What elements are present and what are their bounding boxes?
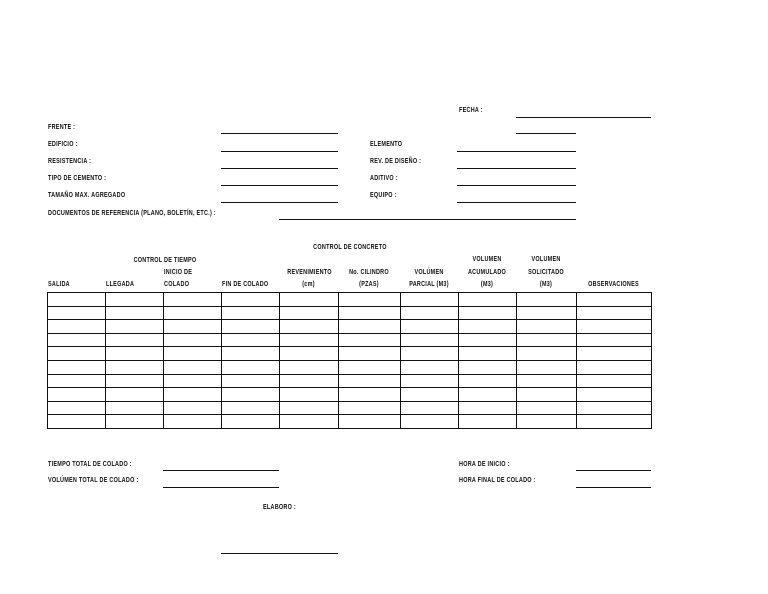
table-cell[interactable] [517, 306, 577, 320]
table-cell[interactable] [222, 293, 280, 307]
frente-field[interactable] [221, 133, 338, 134]
equipo-label: EQUIPO : [370, 190, 397, 199]
table-cell[interactable] [339, 306, 401, 320]
table-row [48, 306, 652, 320]
table-cell[interactable] [280, 320, 339, 334]
table-cell[interactable] [48, 293, 106, 307]
column-header-8 [524, 253, 567, 291]
fecha-field[interactable] [516, 117, 651, 118]
table-cell[interactable] [401, 374, 459, 388]
column-header-line: No. CILINDRO [349, 266, 389, 276]
table-cell[interactable] [577, 374, 652, 388]
column-header-line: (M3) [539, 279, 553, 288]
column-header-line: LLEGADA [106, 279, 135, 288]
column-header-line: SOLICITADO [528, 266, 564, 276]
table-cell[interactable] [222, 360, 280, 374]
hora-inicio-field[interactable] [576, 470, 651, 471]
table-cell[interactable] [339, 401, 401, 415]
elemento-label: ELEMENTO [370, 139, 403, 148]
tipo-cemento-field[interactable] [221, 185, 338, 186]
hora-final-label: HORA FINAL DE COLADO : [459, 475, 536, 484]
table-cell[interactable] [280, 306, 339, 320]
column-header-line [347, 253, 392, 266]
table-cell[interactable] [339, 388, 401, 402]
table-cell[interactable] [401, 415, 459, 429]
column-header-line: OBSERVACIONES [588, 279, 639, 288]
table-cell[interactable] [106, 333, 164, 347]
table-cell[interactable] [339, 347, 401, 361]
table-cell[interactable] [222, 374, 280, 388]
elaboro-signature-field[interactable] [221, 553, 338, 554]
column-header-line: VOLÚMEN [414, 266, 444, 276]
table-cell[interactable] [222, 333, 280, 347]
elaboro-label: ELABORO : [263, 502, 296, 511]
equipo-field[interactable] [457, 202, 576, 203]
table-cell[interactable] [339, 415, 401, 429]
hora-inicio-label: HORA DE INICIO : [459, 459, 510, 468]
table-cell[interactable] [164, 320, 222, 334]
table-row [48, 388, 652, 402]
column-header-line: VOLUMEN [531, 254, 561, 263]
column-header-line [48, 266, 90, 279]
column-header-line: (PZAS) [359, 279, 379, 288]
table-cell[interactable] [459, 374, 517, 388]
table-cell[interactable] [164, 401, 222, 415]
table-cell[interactable] [106, 320, 164, 334]
table-cell[interactable] [106, 415, 164, 429]
table-cell[interactable] [459, 320, 517, 334]
table-cell[interactable] [339, 320, 401, 334]
table-cell[interactable] [401, 388, 459, 402]
table-cell[interactable] [280, 401, 339, 415]
table-cell[interactable] [48, 360, 106, 374]
tiempo-total-label: TIEMPO TOTAL DE COLADO : [48, 459, 132, 468]
documentos-label: DOCUMENTOS DE REFERENCIA (PLANO, BOLETÍN, ETC.) : [48, 208, 216, 217]
frente-label: FRENTE : [48, 122, 76, 131]
table-cell[interactable] [164, 306, 222, 320]
column-header-line: INICIO DE [164, 266, 193, 276]
table-cell[interactable] [401, 401, 459, 415]
column-header-2 [164, 253, 206, 291]
table-cell[interactable] [577, 333, 652, 347]
column-header-4 [287, 253, 332, 291]
table-cell[interactable] [222, 347, 280, 361]
table-row [48, 333, 652, 347]
table-row [48, 360, 652, 374]
table-row [48, 401, 652, 415]
hora-final-field[interactable] [576, 487, 651, 488]
table-cell[interactable] [222, 415, 280, 429]
table-cell[interactable] [517, 360, 577, 374]
table-cell[interactable] [48, 333, 106, 347]
documentos-field[interactable] [279, 219, 576, 220]
column-header-1 [106, 253, 148, 291]
column-header-line [287, 253, 329, 266]
rev-diseno-field[interactable] [457, 168, 576, 169]
table-cell[interactable] [164, 388, 222, 402]
table-cell[interactable] [517, 415, 577, 429]
table-row [48, 374, 652, 388]
table-cell[interactable] [48, 347, 106, 361]
table-cell[interactable] [106, 401, 164, 415]
table-cell[interactable] [577, 401, 652, 415]
table-row [48, 347, 652, 361]
edificio-field[interactable] [221, 151, 338, 152]
column-header-3 [222, 253, 269, 291]
table-cell[interactable] [280, 388, 339, 402]
table-cell[interactable] [106, 374, 164, 388]
tamano-agregado-label: TAMAÑO MAX. AGREGADO [48, 190, 126, 199]
column-header-line [222, 253, 264, 266]
table-cell[interactable] [280, 333, 339, 347]
table-cell[interactable] [106, 293, 164, 307]
table-cell[interactable] [222, 320, 280, 334]
column-header-line [408, 253, 450, 266]
column-header-line: FIN DE COLADO [222, 279, 269, 288]
table-cell[interactable] [339, 374, 401, 388]
table-cell[interactable] [48, 401, 106, 415]
table-cell[interactable] [339, 293, 401, 307]
table-cell[interactable] [48, 320, 106, 334]
table-cell[interactable] [280, 293, 339, 307]
table-cell[interactable] [401, 360, 459, 374]
table-cell[interactable] [577, 306, 652, 320]
table-cell[interactable] [517, 293, 577, 307]
rev-diseno-label: REV. DE DISEÑO : [370, 156, 422, 165]
fecha-label: FECHA : [459, 105, 483, 114]
table-cell[interactable] [517, 320, 577, 334]
table-cell[interactable] [459, 360, 517, 374]
table-cell[interactable] [459, 333, 517, 347]
table-cell[interactable] [106, 388, 164, 402]
table-cell[interactable] [401, 306, 459, 320]
table-cell[interactable] [106, 360, 164, 374]
table-cell[interactable] [517, 333, 577, 347]
table-cell[interactable] [164, 360, 222, 374]
table-cell[interactable] [577, 320, 652, 334]
table-cell[interactable] [48, 306, 106, 320]
aditivo-label: ADITIVO : [370, 173, 398, 182]
column-header-line: SALIDA [48, 279, 70, 288]
table-row [48, 320, 652, 334]
volumen-total-field[interactable] [163, 487, 279, 488]
control-tiempo-title: CONTROL DE TIEMPO [133, 255, 197, 264]
table-cell[interactable] [48, 374, 106, 388]
table-cell[interactable] [401, 333, 459, 347]
table-cell[interactable] [164, 374, 222, 388]
column-header-line: REVENIMIENTO [287, 266, 332, 276]
table-cell[interactable] [339, 360, 401, 374]
table-cell[interactable] [164, 293, 222, 307]
column-header-line [587, 266, 641, 279]
table-cell[interactable] [280, 415, 339, 429]
table-cell[interactable] [164, 347, 222, 361]
column-header-line [164, 253, 206, 266]
control-concreto-title: CONTROL DE CONCRETO [313, 242, 387, 251]
table-cell[interactable] [577, 347, 652, 361]
table-cell[interactable] [401, 293, 459, 307]
table-cell[interactable] [577, 388, 652, 402]
aditivo-field[interactable] [457, 185, 576, 186]
table-cell[interactable] [517, 401, 577, 415]
resistencia-label: RESISTENCIA : [48, 156, 92, 165]
table-cell[interactable] [280, 360, 339, 374]
column-header-0 [48, 253, 90, 291]
table-cell[interactable] [48, 415, 106, 429]
table-cell[interactable] [164, 333, 222, 347]
column-header-line: PARCIAL (M3) [409, 279, 449, 288]
table-cell[interactable] [280, 374, 339, 388]
table-cell[interactable] [339, 333, 401, 347]
table-cell[interactable] [459, 415, 517, 429]
column-header-line [222, 266, 264, 279]
table-cell[interactable] [106, 306, 164, 320]
frente-field-right[interactable] [516, 133, 576, 134]
table-cell[interactable] [106, 347, 164, 361]
table-cell[interactable] [459, 388, 517, 402]
table-cell[interactable] [459, 347, 517, 361]
column-header-line [106, 266, 148, 279]
column-header-line [587, 253, 641, 266]
column-header-line: VOLUMEN [472, 254, 502, 263]
resistencia-field[interactable] [221, 168, 338, 169]
table-cell[interactable] [401, 347, 459, 361]
tipo-cemento-label: TIPO DE CEMENTO : [48, 173, 107, 182]
table-cell[interactable] [222, 306, 280, 320]
table-cell[interactable] [459, 293, 517, 307]
table-cell[interactable] [459, 306, 517, 320]
table-cell[interactable] [48, 388, 106, 402]
table-cell[interactable] [164, 415, 222, 429]
column-header-5 [347, 253, 392, 291]
table-cell[interactable] [401, 320, 459, 334]
table-cell[interactable] [459, 401, 517, 415]
table-cell[interactable] [517, 374, 577, 388]
column-header-9 [587, 253, 641, 291]
table-cell[interactable] [517, 388, 577, 402]
table-cell[interactable] [222, 388, 280, 402]
column-header-line: (M3) [480, 279, 494, 288]
table-cell[interactable] [577, 360, 652, 374]
column-header-line: (cm) [302, 279, 315, 288]
concrete-control-table [47, 292, 652, 429]
column-header-line: ACUMULADO [467, 266, 507, 276]
table-cell[interactable] [280, 347, 339, 361]
table-cell[interactable] [577, 293, 652, 307]
tamano-agregado-field[interactable] [221, 202, 338, 203]
column-header-line: COLADO [164, 279, 190, 288]
elemento-field[interactable] [457, 151, 576, 152]
table-cell[interactable] [517, 347, 577, 361]
table-row [48, 293, 652, 307]
column-header-line [48, 253, 90, 266]
table-cell[interactable] [222, 401, 280, 415]
column-header-7 [466, 253, 508, 291]
edificio-label: EDIFICIO : [48, 139, 78, 148]
column-header-6 [408, 253, 450, 291]
table-row [48, 415, 652, 429]
column-header-line [106, 253, 148, 266]
tiempo-total-field[interactable] [163, 470, 279, 471]
volumen-total-label: VOLÚMEN TOTAL DE COLADO : [48, 475, 139, 484]
table-cell[interactable] [577, 415, 652, 429]
